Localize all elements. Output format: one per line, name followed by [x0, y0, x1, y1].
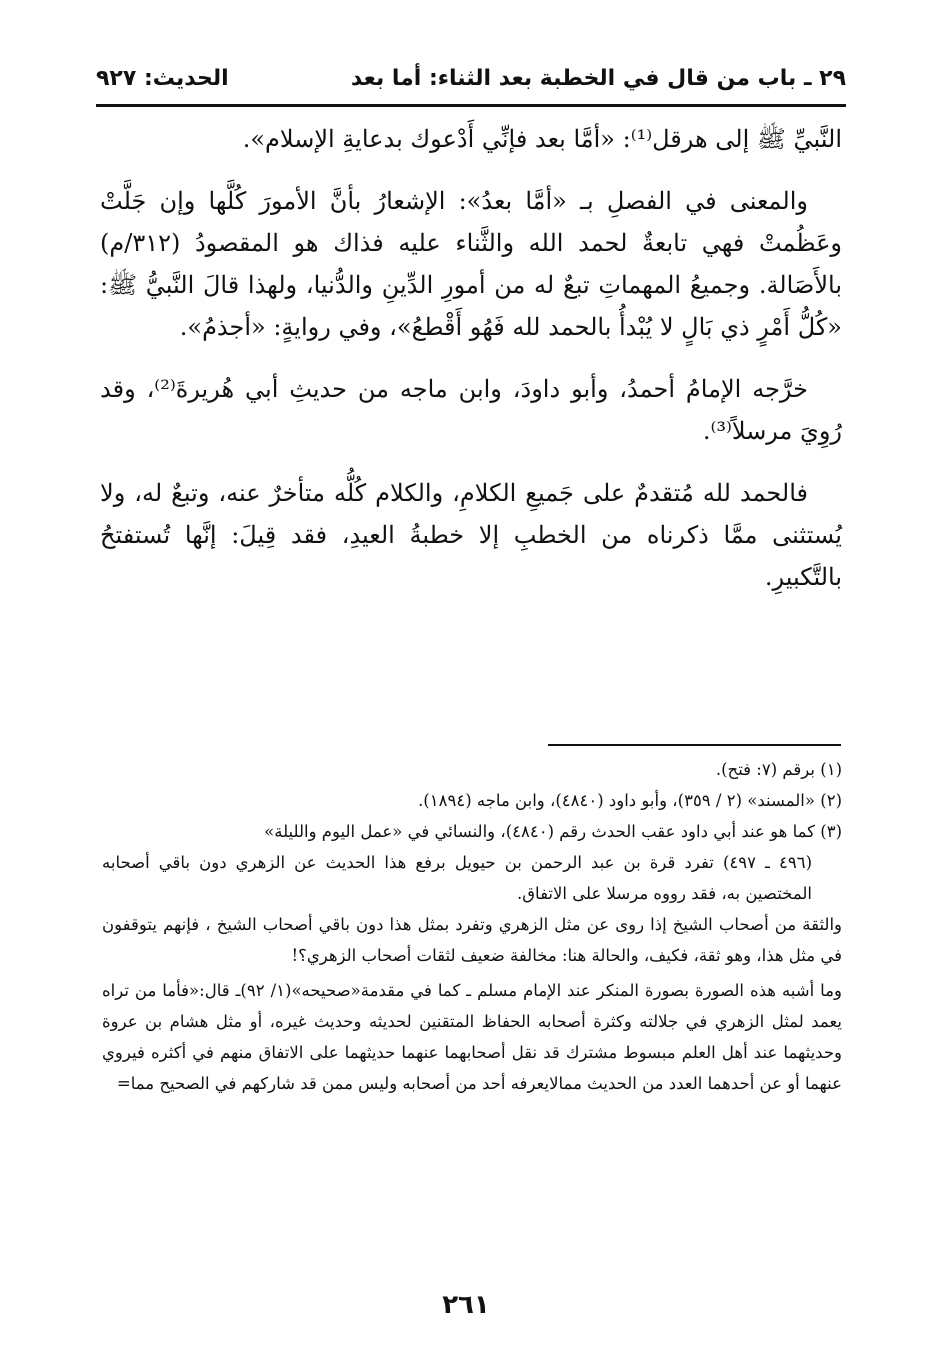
footnote-3-continued: (٤٩٦ ـ ٤٩٧) تفرد قرة بن عبد الرحمن بن حيويل برفع هذا الحديث عن الزهري دون باقي أصحابه المختصين به، فقد رووه مرسلا على الاتفاق.	[102, 853, 812, 903]
paragraph-1: النَّبيِّ ﷺ إلى هرقل⁽¹⁾: «أمَّا بعد فإنِّي أَدْعوك بدعايةِ الإسلام».	[242, 125, 842, 153]
main-text	[100, 118, 842, 598]
paragraph-2: والمعنى في الفصلِ بـ «أمَّا بعدُ»: الإشعارُ بأنَّ الأمورَ كُلَّها وإن جَلَّتْ وعَظُمتْ فهي تابعةٌ لحمد الله والثَّناء عليه فذاك هو المقصودُ (٣١٢/م) بالأَصَالة. وجميعُ المهماتِ تبعٌ له من أمورِ الدِّينِ والدُّنيا، ولهذا قالَ النَّبيُّ ﷺ: «كُلُّ أَمْرٍ ذي بَالٍ لا يُبْدأُ بالحمد لله فَهُو أَقْطعُ»، وفي روايةٍ: «أجذمُ».	[100, 187, 842, 341]
paragraph-3: خرَّجه الإمامُ أحمدُ، وأبو داودَ، وابن ماجه من حديثِ أبي هُريرةَ⁽²⁾، وقد رُوِيَ مرسلاً⁽³⁾.	[100, 375, 842, 445]
hadith-number: الحديث: ٩٢٧	[96, 66, 229, 91]
footnote-3-paragraph-2: والثقة من أصحاب الشيخ إذا روى عن مثل الزهري وتفرد بمثل هذا دون باقي أصحاب الشيخ ، فإنهم يتوقفون في مثل هذا، وهو ثقة، فكيف، والحالة هنا: مخالفة ضعيف لثقات أصحاب الزهري؟!	[102, 915, 842, 965]
footnote-1: (١) برقم (٧: فتح).	[715, 760, 842, 779]
page-number: ٢٦١	[442, 1290, 490, 1320]
running-header	[96, 62, 846, 102]
header-rule	[96, 104, 846, 107]
footnote-2: (٢) «المسند» (٢ / ٣٥٩)، وأبو داود (٤٨٤٠)، وابن ماجه (١٨٩٤).	[418, 791, 842, 810]
footnote-3: (٣) كما هو عند أبي داود عقب الحدث رقم (٤٨٤٠)، والنسائي في «عمل اليوم والليلة»	[264, 822, 842, 841]
footnotes	[102, 754, 842, 1099]
footnote-separator	[548, 744, 841, 746]
chapter-title: ٢٩ ـ باب من قال في الخطبة بعد الثناء: أما بعد	[350, 66, 846, 91]
paragraph-4: فالحمد لله مُتقدمٌ على جَميعِ الكلامِ، والكلام كُلُّه متأخرٌ عنه، وتبعٌ له، ولا يُستثنى ممَّا ذكرناه من الخطبِ إلا خطبةُ العيدِ، فقد قِيلَ: إنَّها تُستفتحُ بالتَّكبيرِ.	[100, 479, 842, 591]
footnote-3-paragraph-3: وما أشبه هذه الصورة بصورة المنكر عند الإمام مسلم ـ كما في مقدمة«صحيحه»(١/ ٩٢)ـ قال:«فأما من تراه يعمد لمثل الزهري في جلالته وكثرة أصحابه الحفاظ المتقنين لحديثه وحديث غيره، أو مثل هشام بن عروة وحديثهما عند أهل العلم مبسوط مشترك قد نقل أصحابهما عنهما حديثهما على الاتفاق منهم في أكثره فيروي عنهما أو عن أحدهما العدد من الحديث ممالايعرفه أحد من أصحابه وليس ممن قد شاركهم في الصحيح مما=	[102, 981, 842, 1093]
